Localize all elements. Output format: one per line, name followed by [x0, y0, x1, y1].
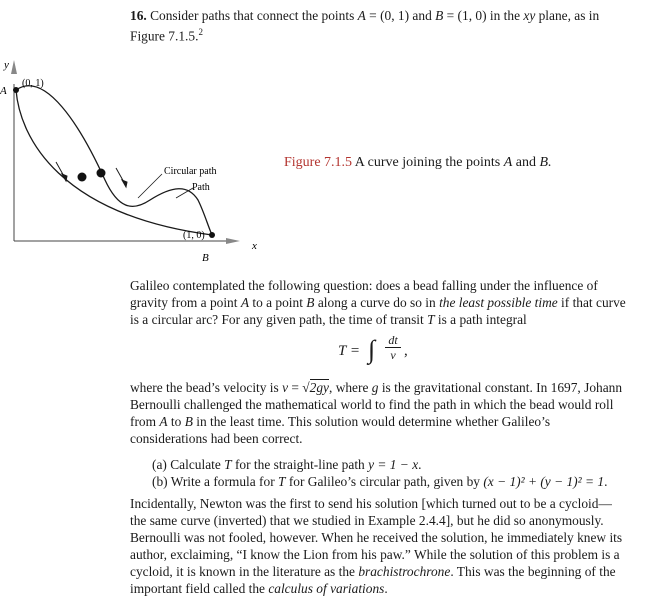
text-run: , where [329, 380, 372, 395]
problem-statement [130, 7, 630, 44]
paragraph-galileo [130, 277, 626, 328]
text-run: where the bead’s velocity is [130, 380, 283, 395]
text-run: along a curve do so in [314, 295, 440, 310]
text-run: to [167, 414, 185, 429]
point-b-symbol: B [435, 8, 444, 23]
motion-arrow-2-head-icon [122, 180, 127, 187]
symbol-a: A [159, 414, 168, 429]
part-b-label: (b) [152, 474, 168, 489]
caption-point-a: A [503, 155, 513, 170]
text-run: Galileo contemplated the following question: does a bead falling under the influence of gravity from a point [130, 278, 598, 310]
caption-and: and [515, 155, 537, 170]
text-run: if that curve is a circular arc? For any given path, the time of transit [130, 295, 626, 327]
text-run: to a point [249, 295, 307, 310]
point-b-marker [209, 232, 215, 238]
bead-other-path [97, 169, 106, 178]
paragraph-newton [130, 495, 626, 597]
figure-caption [284, 154, 624, 171]
text-run: in the least time. This solution would determine whether Galileo’s considerations had been correct. [130, 414, 551, 446]
text-run: for Galileo’s circular path, given by [285, 474, 484, 489]
text-run: Write a formula for [170, 474, 279, 489]
point-a-label: A [0, 85, 7, 97]
text-run: . [604, 474, 608, 489]
text-run: . [384, 581, 388, 596]
symbol-t: T [427, 312, 435, 327]
circular-path-curve [16, 90, 212, 235]
point-b-label: B [202, 252, 209, 264]
symbol-a: A [240, 295, 250, 310]
symbol-t: T [278, 474, 286, 489]
intro-text-end: plane, as in Figure 7.1.5. [130, 8, 600, 44]
circle-equation: (x − 1)² + (y − 1)² = 1 [483, 474, 605, 489]
text-run: is the gravitational constant. In 1697, Johann Bernoulli challenged the mathematical world to find the path in which the bead would roll from [130, 380, 623, 429]
transit-time-formula [338, 334, 428, 368]
symbol-g: g [371, 380, 379, 395]
bead-circular-path [78, 173, 87, 182]
figure-7-1-5 [0, 50, 280, 270]
integral-sign: ∫ [368, 335, 376, 364]
y-axis-label: y [4, 59, 9, 71]
figure-number: Figure 7.1.5 [284, 155, 353, 170]
footnote-marker: 2 [198, 27, 203, 37]
paragraph-bernoulli [130, 379, 626, 447]
text-run: Incidentally, Newton was the first to send his solution [which turned out to be a cycloid—the same curve (inverted) that we studied in Example 2.4.4], but he did so anonymously. Bernoulli was not fooled, however. When he received the solution, he immediately knew its author, exclaiming, “I know the Lion from his paw.” While the solution of this problem is a cycloid, it is known in the literature as the [130, 496, 623, 579]
emphasis-text: the least possible time [439, 295, 558, 310]
figure-caption-text: A curve joining the points [354, 155, 501, 170]
point-b-coordinates: (1, 0) [183, 230, 205, 241]
axes [11, 60, 240, 244]
point-a-marker [13, 87, 19, 93]
x-axis-label: x [252, 240, 257, 252]
symbol-v: v [282, 380, 289, 395]
xy-symbol: xy [523, 8, 536, 23]
x-axis-arrow-icon [226, 238, 240, 244]
term-calculus-of-variations: calculus of variations [268, 581, 385, 596]
circular-path-label: Circular path [164, 166, 217, 177]
formula-comma: , [404, 343, 408, 359]
symbol-b: B [184, 414, 193, 429]
symbol-t: T [224, 457, 232, 472]
term-brachistochrone: brachistrochrone [358, 564, 451, 579]
text-run: . [418, 457, 422, 472]
part-a-label: (a) [152, 457, 167, 472]
point-a-coordinates: (0, 1) [22, 78, 44, 89]
text-run: for the straight-line path [231, 457, 369, 472]
problem-number: 16. [130, 8, 147, 23]
text-run: is a path integral [434, 312, 527, 327]
exercise-parts [152, 456, 632, 490]
point-a-symbol: A [357, 8, 366, 23]
sqrt-sign: √ [302, 380, 310, 395]
text-run: = [288, 380, 303, 395]
y-axis-arrow-icon [11, 60, 17, 74]
part-b [152, 473, 632, 490]
part-a [152, 456, 632, 473]
intro-eq2: = (1, 0) in the [443, 8, 524, 23]
symbol-b: B [306, 295, 315, 310]
caption-point-b: B. [539, 155, 552, 170]
text-run: . This was the beginning of the important field called the [130, 564, 616, 596]
path-label: Path [192, 182, 210, 193]
arbitrary-path-curve [16, 86, 212, 235]
formula-numerator: dt [385, 334, 401, 348]
sqrt-argument: 2gy [309, 380, 329, 395]
intro-text: Consider paths that connect the points [150, 8, 355, 23]
line-equation: y = 1 − x [368, 457, 419, 472]
intro-eq1: = (0, 1) and [365, 8, 436, 23]
formula-denominator: v [390, 348, 396, 362]
text-run: Calculate [170, 457, 225, 472]
motion-arrows [56, 162, 127, 187]
formula-lhs: T = [338, 343, 360, 359]
